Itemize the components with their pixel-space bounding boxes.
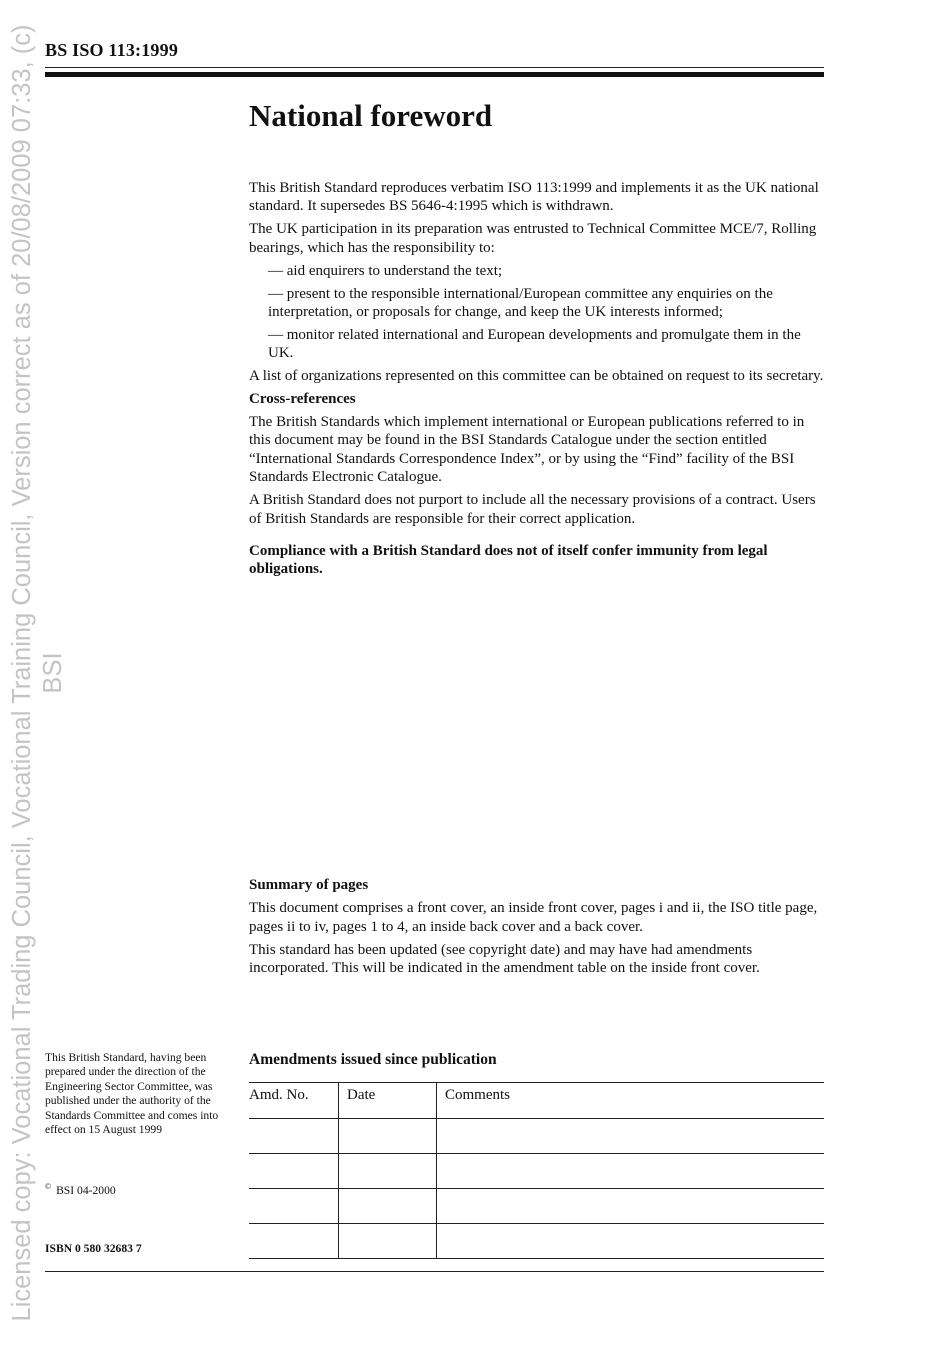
table-row: [249, 1189, 824, 1224]
paragraph-cross-references: The British Standards which implement international or European publications referred to in this document may be found in the BSI Standards Catalogue under the section entitled “International Standards Correspondence Index”, or by using the “Find” facility of the BSI Standards Electronic Catalogue.: [249, 413, 805, 486]
isbn: ISBN 0 580 32683 7: [45, 1242, 142, 1255]
header-rule-thin: [45, 67, 824, 68]
copyright-symbol: ©: [45, 1182, 52, 1191]
paragraph-organizations: A list of organizations represented on this committee can be obtained on request to its secretary.: [249, 368, 824, 385]
document-id: BS ISO 113:1999: [45, 40, 179, 60]
table-cell: [249, 1189, 339, 1224]
header-rule-thick: [45, 72, 824, 77]
column-header-comments: Comments: [437, 1083, 825, 1119]
paragraph-contract: A British Standard does not purport to include all the necessary provisions of a contract. Users of British Standards are responsible for their correct application.: [249, 492, 816, 527]
table-cell: [437, 1119, 825, 1154]
table-row: [249, 1119, 824, 1154]
paragraph-supersedes: This British Standard reproduces verbatim ISO 113:1999 and implements it as the UK national standard. It supersedes BS 5646-4:1995 which is withdrawn.: [249, 180, 819, 215]
table-cell: [249, 1119, 339, 1154]
compliance-statement: Compliance with a British Standard does not of itself confer immunity from legal obligations.: [249, 542, 768, 578]
paragraph-committee: The UK participation in its preparation was entrusted to Technical Committee MCE/7, Rolling bearings, which has the responsibility to:: [249, 221, 817, 256]
table-cell: [437, 1224, 825, 1259]
list-item: — present to the responsible international/European committee any enquiries on the interpretation, or proposals for change, and keep the UK interests informed;: [268, 285, 773, 320]
table-cell: [437, 1154, 825, 1189]
summary-of-pages: [249, 876, 825, 982]
cross-references-heading: Cross-references: [249, 391, 356, 408]
table-cell: [249, 1224, 339, 1259]
table-cell: [339, 1119, 437, 1154]
copyright-line: [45, 1182, 116, 1197]
copyright-text: BSI 04-2000: [56, 1184, 116, 1197]
table-cell: [339, 1189, 437, 1224]
table-cell: [437, 1189, 825, 1224]
column-header-date: Date: [339, 1083, 437, 1119]
summary-paragraph: This document comprises a front cover, an inside front cover, pages i and ii, the ISO title page, pages ii to iv, pages 1 to 4, an inside back cover and a back cover.: [249, 900, 818, 935]
list-item: — aid enquirers to understand the text;: [268, 262, 503, 279]
table-row: [249, 1154, 824, 1189]
summary-heading: Summary of pages: [249, 877, 369, 893]
foreword-body: [249, 179, 825, 583]
summary-paragraph: This standard has been updated (see copyright date) and may have had amendments incorporated. This will be indicated in the amendment table on the inside front cover.: [249, 941, 760, 977]
watermark-line-2: BSI: [39, 651, 67, 694]
page-title: National foreword: [249, 98, 493, 133]
watermark-line-1: Licensed copy: Vocational Trading Council, Vocational Training Council, Version correct as of 20/08/2009 07:33, (c): [8, 23, 36, 1322]
column-header-amd-no: Amd. No.: [249, 1083, 339, 1119]
amendments-title: Amendments issued since publication: [249, 1051, 497, 1068]
licensed-copy-watermark: [8, 0, 67, 1345]
publication-note-text: This British Standard, having been prepared under the direction of the Engineering Sector Committee, was published under the authority of the Standards Committee and comes into effect on 15 August 1999: [45, 1051, 219, 1137]
table-header-row: [249, 1083, 824, 1119]
table-cell: [339, 1154, 437, 1189]
list-item: — monitor related international and European developments and promulgate them in the UK.: [268, 326, 801, 362]
publication-note: [45, 1051, 230, 1137]
table-cell: [249, 1154, 339, 1189]
table-row: [249, 1224, 824, 1259]
amendments-table: [249, 1082, 824, 1259]
table-cell: [339, 1224, 437, 1259]
footer-rule: [45, 1271, 824, 1272]
